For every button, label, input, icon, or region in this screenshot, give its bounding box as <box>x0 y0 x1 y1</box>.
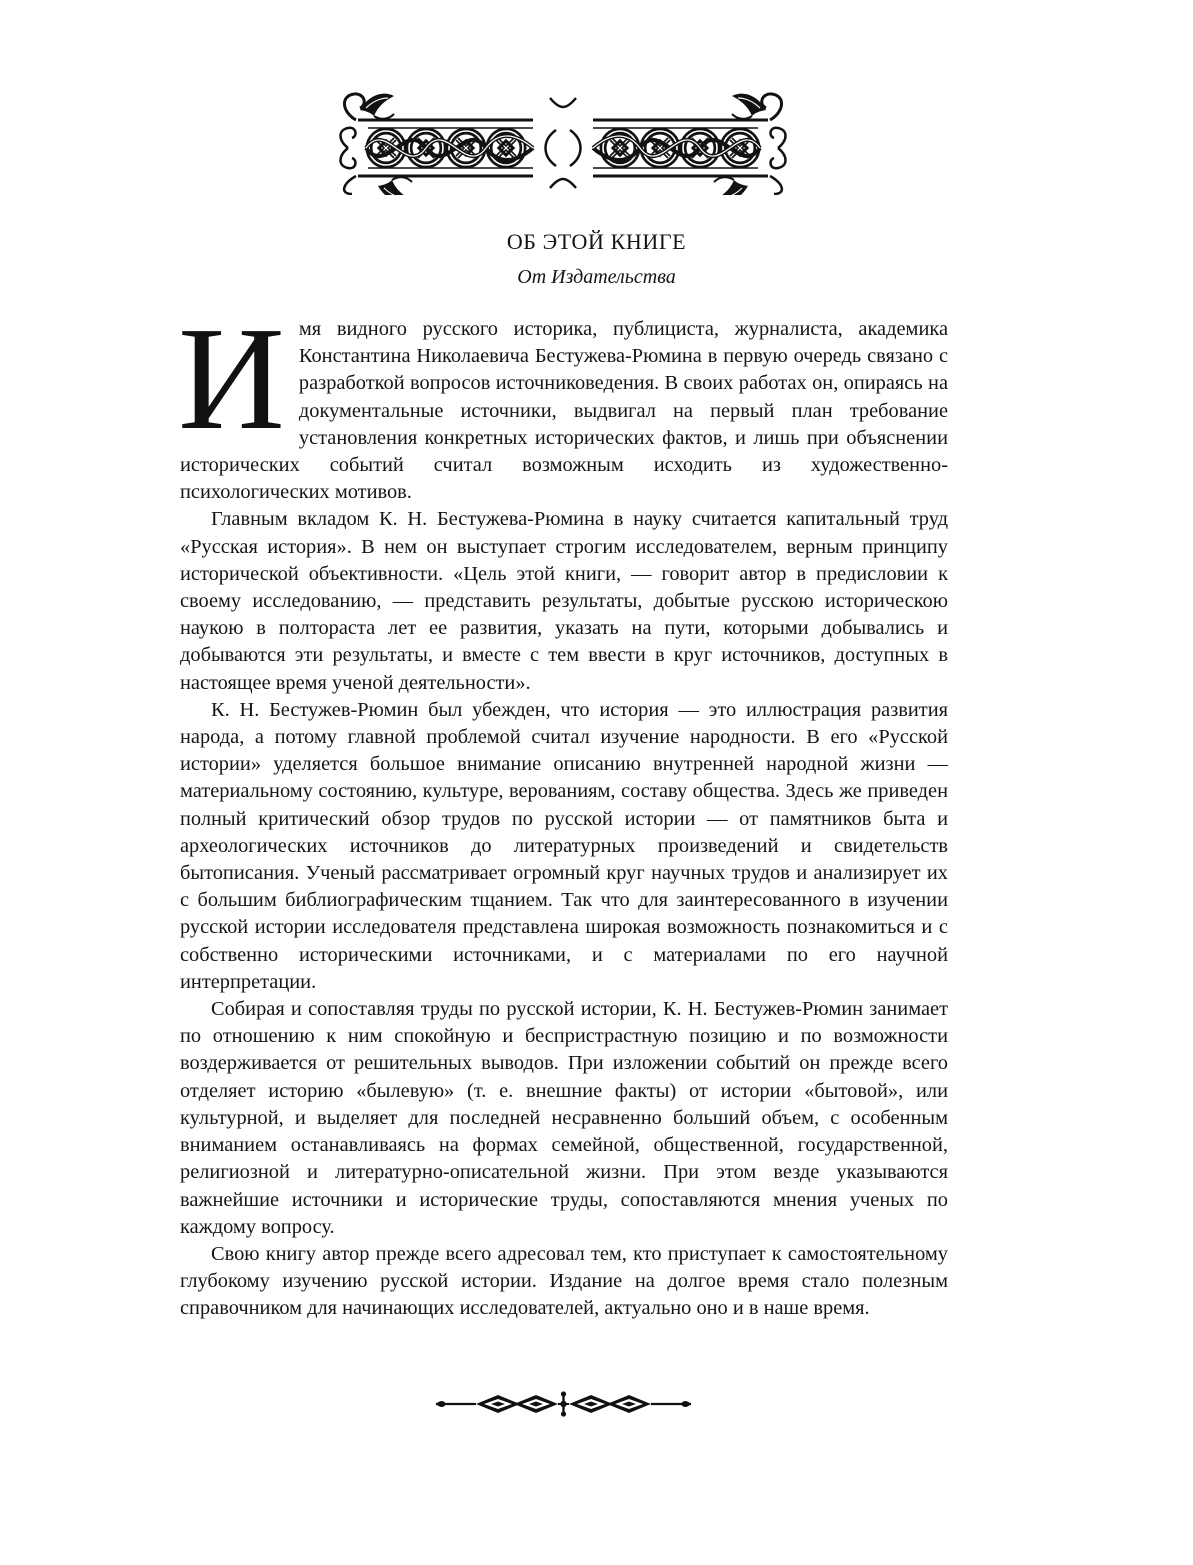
tailpiece-ornament <box>436 1390 691 1418</box>
chapter-title: ОБ ЭТОЙ КНИГЕ <box>506 229 687 254</box>
paragraph-1 <box>178 297 948 506</box>
paragraph-1-text: мя видного русского историка, публициста, журналиста, академика Константина Николаевича Бестужева-Рюмина в первую очередь связано с разработкой вопросов источниковедения. В своих работах он, опираясь на документальные источники, выдвигал на первый план требование установления конкретных исторических фактов, и лишь при объяснении исторических событий считал возможным исходить из художественно-психологических мотивов. <box>180 318 948 504</box>
paragraph-5: Свою книгу автор прежде всего адресовал тем, кто приступает к самостоятельному глубокому изучению русской истории. Издание на долгое время стало полезным справочником для начинающих исследователей, актуально оно и в наше время. <box>180 1242 948 1320</box>
chapter-subtitle: От Издательства <box>517 266 676 288</box>
interlace-headpiece-ornament <box>338 90 788 195</box>
paragraph-4: Собирая и сопоставляя труды по русской истории, К. Н. Бестужев-Рюмин занимает по отношению к ним спокойную и беспристрастную позицию и по возможности воздерживается от решительных выводов. При изложении событий он прежде всего отделяет историю «былевую» (т. е. внешние факты) от истории «бытовой», или культурной, и выделяет для последней несравненно больший объем, с особенным вниманием останавливаясь на формах семейной, общественной, государственной, религиозной и литературно-описательной жизни. При этом везде указываются важнейшие источники и исторические труды, сопоставляются мнения ученых по каждому вопросу. <box>180 998 948 1238</box>
body-text <box>178 297 948 1323</box>
drop-cap: И <box>178 297 285 461</box>
paragraph-2: Главным вкладом К. Н. Бестужева-Рюмина в науку считается капитальный труд «Русская история». В нем он выступает строгим исследователем, верным принципу исторической объективности. «Цель этой книги, — говорит автор в предисловии к своему исследованию, — представить результаты, добытые русскою историческою наукою в полтораста лет ее развития, указать на пути, которыми добывались и добываются эти результаты, и вместе с тем ввести в круг источников, доступных в настоящее время ученой деятельности». <box>180 508 948 694</box>
paragraph-3: К. Н. Бестужев-Рюмин был убежден, что история — это иллюстрация развития народа, а потому главной проблемой считал изучение народности. В его «Русской истории» уделяется большое внимание описанию внутренней народной жизни — материальному состоянию, культуре, верованиям, составу общества. Здесь же приведен полный критический обзор трудов по русской истории — от памятников быта и археологических источников до литературных произведений и свидетельств бытописания. Ученый рассматривает огромный круг научных трудов и анализирует их с большим библиографическим тщанием. Так что для заинтересованного в изучении русской истории исследователя представлена широкая возможность познакомиться и с собственно историческими источниками, и с материалами по его научной интерпретации. <box>180 698 948 993</box>
